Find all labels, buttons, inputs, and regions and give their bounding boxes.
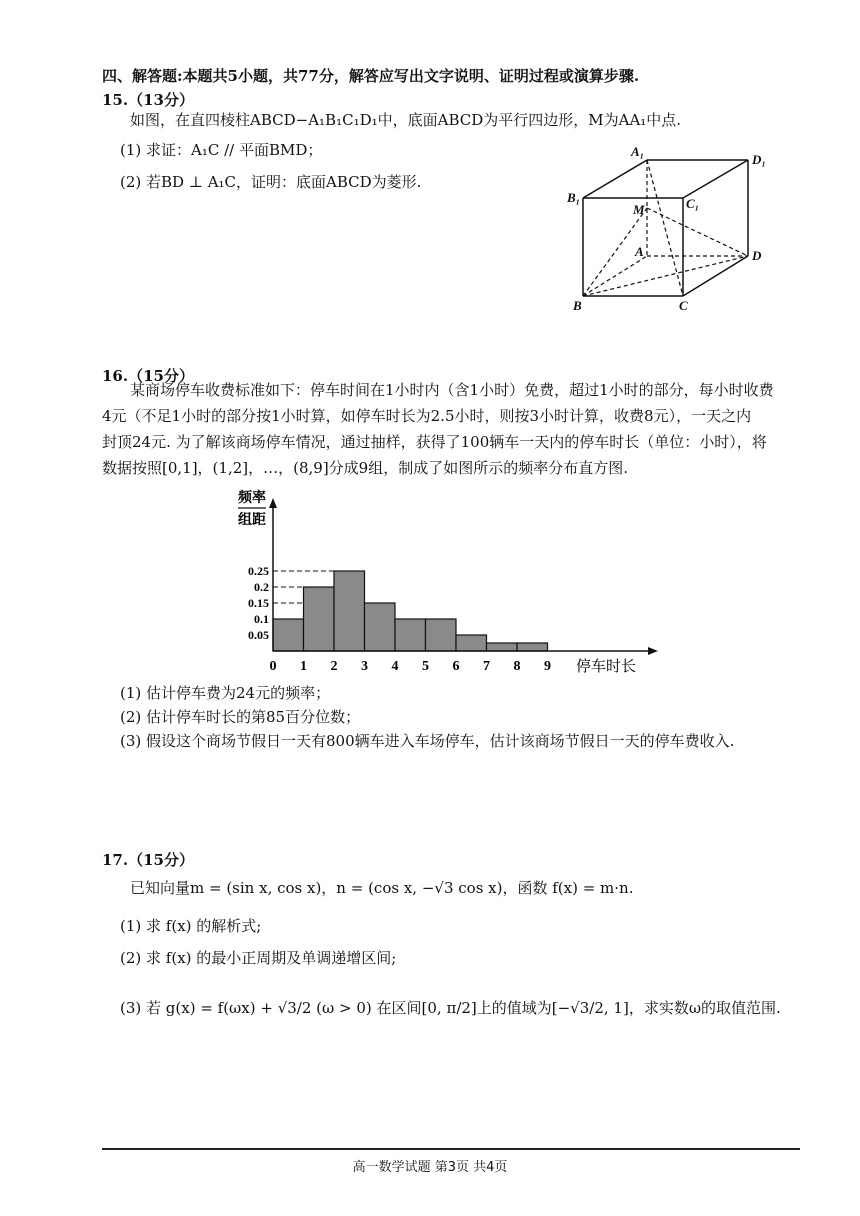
label-b: B <box>573 298 582 313</box>
q16-part2: (2) 估计停车时长的第85百分位数； <box>120 708 361 726</box>
y-label-top: 频率 <box>238 491 266 506</box>
label-m: M <box>633 202 645 217</box>
q15-number: 15.（13分） <box>102 91 194 109</box>
x-tick-label: 6 <box>452 659 460 674</box>
q16-part3: (3) 假设这个商场节假日一天有800辆车进入车场停车，估计该商场节假日一天的停车费收入. <box>120 732 735 750</box>
histogram-bar <box>334 571 365 651</box>
histogram-bar <box>365 603 396 651</box>
label-a: A <box>635 244 644 259</box>
section-header: 四、解答题:本题共5小题，共77分，解答应写出文字说明、证明过程或演算步骤. <box>102 67 640 85</box>
y-axis-arrow <box>269 498 277 508</box>
q15-part2: (2) 若BD ⊥ A₁C，证明：底面ABCD为菱形. <box>120 173 422 191</box>
q16-line2: 4元（不足1小时的部分按1小时算，如停车时长为2.5小时，则按3小时计算，收费8元），一天之内 <box>102 407 752 425</box>
q15-stem: 如图，在直四棱柱ABCD−A₁B₁C₁D₁中，底面ABCD为平行四边形，M为AA₁中点. <box>130 111 682 129</box>
y-label-bottom: 组距 <box>238 513 266 528</box>
footer-rule <box>102 1148 800 1150</box>
x-tick-label: 8 <box>513 659 521 674</box>
x-tick-label: 5 <box>422 659 429 674</box>
histogram-bar <box>426 619 457 651</box>
label-d1: D₁ <box>752 152 766 167</box>
q17-part2: (2) 求 f(x) 的最小正周期及单调递增区间; <box>120 949 397 967</box>
page-footer: 高一数学试题 第3页 共4页 <box>352 1160 508 1175</box>
prism-figure <box>555 140 785 320</box>
y-tick-label: 0.25 <box>248 564 269 578</box>
label-b1: B₁ <box>567 190 581 205</box>
q16-line1: 某商场停车收费标准如下：停车时间在1小时内（含1小时）免费，超过1小时的部分，每小时收费 <box>130 381 774 399</box>
label-c: C <box>679 298 688 313</box>
label-a1: A₁ <box>631 144 645 159</box>
histogram-bar <box>395 619 426 651</box>
label-d: D <box>752 248 762 263</box>
x-tick-label: 1 <box>300 659 307 674</box>
q17-number: 17.（15分） <box>102 851 194 869</box>
x-tick-label: 2 <box>330 659 338 674</box>
q17-stem: 已知向量m = (sin x, cos x)，n = (cos x, −√3 cos x)，函数 f(x) = m·n. <box>130 879 634 897</box>
histogram-bar <box>273 619 304 651</box>
q16-number: 16.（15分） <box>102 367 194 385</box>
y-tick-label: 0.2 <box>254 580 269 594</box>
histogram <box>230 488 680 680</box>
x-tick-label: 4 <box>391 659 399 674</box>
y-tick-label: 0.1 <box>254 612 269 626</box>
x-axis-label: 停车时长 <box>576 659 637 675</box>
histogram-bar <box>517 643 548 651</box>
histogram-bar <box>487 643 518 651</box>
q16-line3: 封顶24元. 为了解该商场停车情况，通过抽样，获得了100辆车一天内的停车时长（单位：小时），将 <box>102 433 767 451</box>
q17-part1: (1) 求 f(x) 的解析式; <box>120 917 262 935</box>
x-tick-label: 9 <box>544 659 551 674</box>
histogram-bar <box>456 635 487 651</box>
q17-part3: (3) 若 g(x) = f(ωx) + √3/2 (ω > 0) 在区间[0, π/2]上的值域为[−√3/2, 1]，求实数ω的取值范围. <box>120 999 781 1017</box>
x-tick-label: 0 <box>269 659 277 674</box>
q15-part1: (1) 求证：A₁C // 平面BMD； <box>120 141 323 159</box>
q16-line4: 数据按照[0,1]，(1,2]，…，(8,9]分成9组，制成了如图所示的频率分布直方图. <box>102 459 628 477</box>
x-tick-label: 3 <box>361 659 368 674</box>
y-tick-label: 0.05 <box>248 628 269 642</box>
histogram-bar <box>304 587 335 651</box>
x-axis-arrow <box>648 647 658 655</box>
y-tick-label: 0.15 <box>248 596 269 610</box>
label-c1: C₁ <box>686 196 700 211</box>
q16-part1: (1) 估计停车费为24元的频率； <box>120 684 331 702</box>
x-tick-label: 7 <box>483 659 490 674</box>
